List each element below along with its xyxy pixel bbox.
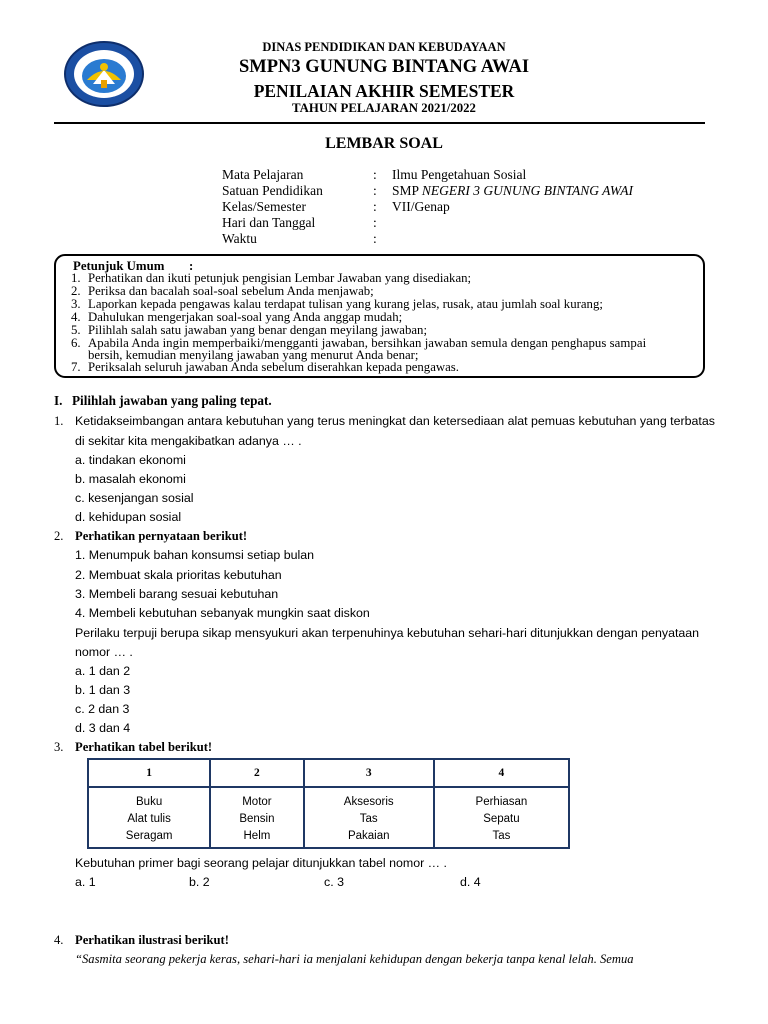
info-label: Kelas/Semester <box>222 199 306 214</box>
question-text-continued: di sekitar kita mengakibatkan adanya … . <box>75 434 302 448</box>
statement-item: 1. Menumpuk bahan konsumsi setiap bulan <box>75 548 315 562</box>
answer-option: b. 1 dan 3 <box>75 683 131 697</box>
question-heading: Perhatikan tabel berikut! <box>75 740 213 754</box>
instruction-number: 4. <box>71 310 81 324</box>
instruction-text: Pilihlah salah satu jawaban yang benar dengan meyilang jawaban; <box>88 323 428 337</box>
question-number: 2. <box>54 529 64 543</box>
answer-option: a. 1 dan 2 <box>75 664 131 678</box>
table-cell: Aksesoris <box>304 787 434 810</box>
question-number: 3. <box>54 740 64 754</box>
instruction-text: Periksa dan bacalah soal-soal sebelum Anda menjawab; <box>88 284 374 298</box>
info-colon: : <box>373 215 377 230</box>
table-cell: Seragam <box>88 827 210 848</box>
question-number: 4. <box>54 933 64 947</box>
table-header-row <box>88 759 569 787</box>
table-cell: Alat tulis <box>88 810 210 827</box>
table-cell: Sepatu <box>434 810 569 827</box>
instruction-text: Apabila Anda ingin memperbaiki/mengganti jawaban, bersihkan jawaban semula dengan penghapus sampai <box>88 336 647 350</box>
answer-option: a. tindakan ekonomi <box>75 453 186 467</box>
question-text: Ketidakseimbangan antara kebutuhan yang terus meningkat dan ketersediaan alat pemuas kebutuhan yang terbatas <box>75 414 715 428</box>
info-label: Waktu <box>222 231 257 246</box>
info-colon: : <box>373 231 377 246</box>
table-cell: Tas <box>304 810 434 827</box>
info-label: Satuan Pendidikan <box>222 183 323 198</box>
instruction-number: 5. <box>71 323 81 337</box>
answer-option: a. 1 <box>75 875 96 889</box>
instruction-text: Periksalah seluruh jawaban Anda sebelum diserahkan kepada pengawas. <box>88 360 459 374</box>
info-colon: : <box>373 199 377 214</box>
info-value: VII/Genap <box>392 199 450 214</box>
header-line-school: SMPN3 GUNUNG BINTANG AWAI <box>238 57 530 77</box>
table-cell: Helm <box>210 827 303 848</box>
info-colon: : <box>373 167 377 182</box>
instruction-number: 1. <box>71 271 81 285</box>
question-text: Kebutuhan primer bagi seorang pelajar ditunjukkan tabel nomor … . <box>75 856 447 870</box>
info-value-plain: SMP <box>392 183 422 198</box>
table-row <box>88 810 569 827</box>
illustration-quote: “Sasmita seorang pekerja keras, sehari-hari ia menjalani kehidupan dengan bekerja tanpa kenal lelah. Semua <box>75 952 634 966</box>
header-divider <box>54 122 705 124</box>
question-number: 1. <box>54 414 64 428</box>
table-cell: Perhiasan <box>434 787 569 810</box>
instruction-text-continued: bersih, kemudian menyilang jawaban yang menurut Anda benar; <box>88 348 419 362</box>
answer-option: c. 2 dan 3 <box>75 702 130 716</box>
statement-item: 4. Membeli kebutuhan sebanyak mungkin saat diskon <box>75 606 370 620</box>
table-cell: Buku <box>88 787 210 810</box>
table-cell: Motor <box>210 787 303 810</box>
answer-option: b. 2 <box>189 875 210 889</box>
question-heading: Perhatikan pernyataan berikut! <box>75 529 248 543</box>
table-header-cell: 3 <box>304 759 434 787</box>
table-header-cell: 2 <box>210 759 303 787</box>
instruction-number: 6. <box>71 336 81 350</box>
section-number: I. <box>54 393 63 408</box>
info-value-italic: NEGERI 3 GUNUNG BINTANG AWAI <box>421 183 633 198</box>
answer-option: c. kesenjangan sosial <box>75 491 194 505</box>
header-line-year: TAHUN PELAJARAN 2021/2022 <box>292 101 476 115</box>
page-title: LEMBAR SOAL <box>325 135 443 152</box>
statement-item: 2. Membuat skala prioritas kebutuhan <box>75 568 282 582</box>
instruction-number: 3. <box>71 297 81 311</box>
table-cell: Tas <box>434 827 569 848</box>
table-header-cell: 4 <box>434 759 569 787</box>
table-row <box>88 827 569 848</box>
answer-option: d. 4 <box>460 875 481 889</box>
instruction-text: Perhatikan dan ikuti petunjuk pengisian Lembar Jawaban yang disediakan; <box>88 271 472 285</box>
answer-option: b. masalah ekonomi <box>75 472 186 486</box>
instruction-number: 2. <box>71 284 81 298</box>
info-value <box>392 183 633 199</box>
info-colon: : <box>373 183 377 198</box>
needs-table <box>87 758 570 849</box>
instruction-text: Laporkan kepada pengawas kalau terdapat tulisan yang kurang jelas, rusak, atau jumlah soal kurang; <box>88 297 603 311</box>
info-label: Hari dan Tanggal <box>222 215 316 230</box>
statement-item: 3. Membeli barang sesuai kebutuhan <box>75 587 279 601</box>
answer-option: d. 3 dan 4 <box>75 721 131 735</box>
answer-option: d. kehidupan sosial <box>75 510 182 524</box>
table-header-cell: 1 <box>88 759 210 787</box>
header-line-agency: DINAS PENDIDIKAN DAN KEBUDAYAAN <box>262 40 506 54</box>
question-text: Perilaku terpuji berupa sikap mensyukuri akan terpenuhinya kebutuhan sehari-hari ditunjukkan dengan penyataan <box>75 626 700 640</box>
instructions-colon: : <box>189 259 194 273</box>
section-heading: Pilihlah jawaban yang paling tepat. <box>72 393 272 408</box>
header-line-exam: PENILAIAN AKHIR SEMESTER <box>253 81 515 101</box>
question-heading: Perhatikan ilustrasi berikut! <box>75 933 229 947</box>
instructions-heading: Petunjuk Umum <box>73 259 165 273</box>
table-row <box>88 787 569 810</box>
instruction-text: Dahulukan mengerjakan soal-soal yang Anda anggap mudah; <box>88 310 403 324</box>
table-cell: Bensin <box>210 810 303 827</box>
instruction-number: 7. <box>71 360 81 374</box>
info-label: Mata Pelajaran <box>222 167 304 182</box>
question-text-continued: nomor … . <box>75 645 133 659</box>
info-value: Ilmu Pengetahuan Sosial <box>392 167 527 182</box>
table-cell: Pakaian <box>304 827 434 848</box>
answer-option: c. 3 <box>324 875 344 889</box>
